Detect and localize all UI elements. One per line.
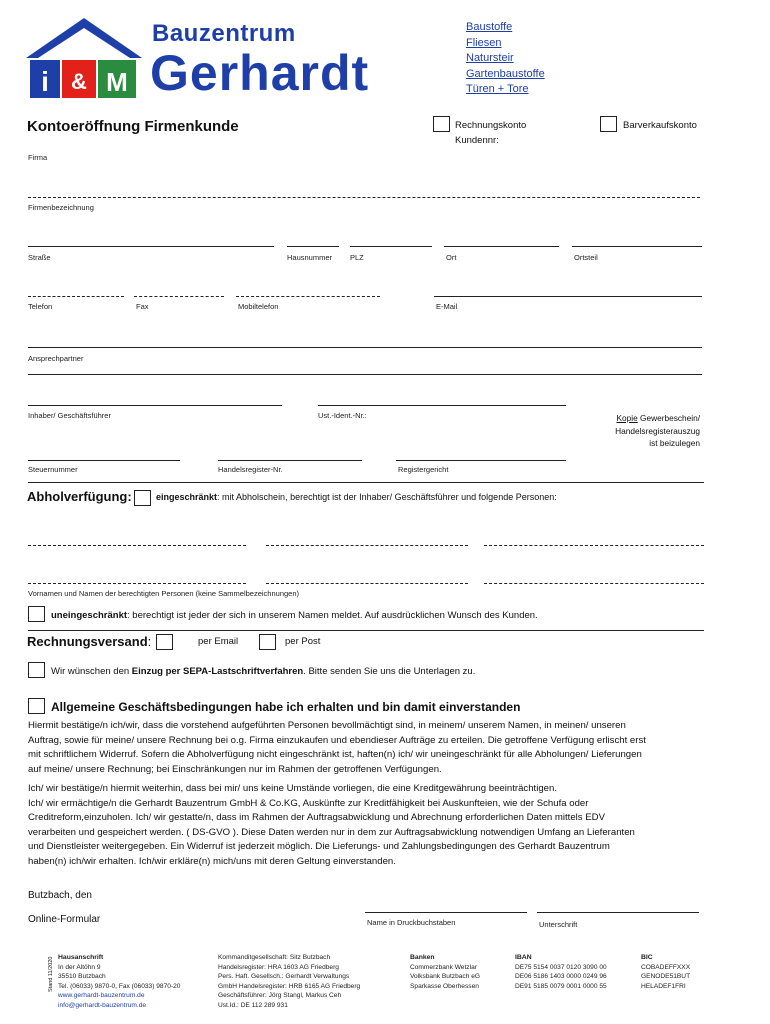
bank-line: Sparkasse Oberhessen [410, 982, 479, 990]
names-label: Vornamen und Namen der berechtigten Personen (keine Sammelbezeichnungen) [28, 589, 299, 598]
agb-line: mit schriftlichem Widerruf. Sofern die Abholverfügung nicht eingeschränkt ist, haften(n) ich/ wir uneingeschränkt für alle Abholungen/ Lieferungen [28, 749, 642, 760]
agb-line: Hiermit bestätige/n ich/wir, dass die vorstehend aufgeführten Personen bevollmächtigt sind, in meinem/ unserem Namen, in meinen/ unseren [28, 720, 626, 731]
person-field-2[interactable] [266, 545, 468, 546]
company-line: Pers. Haft. Gesellsch.: Gerhardt Verwaltungs [218, 973, 350, 980]
category-list [466, 20, 545, 98]
kopie-handelsregister: Handelsregisterauszug [615, 425, 700, 436]
registergericht-field[interactable] [396, 460, 566, 461]
restricted-desc: : mit Abholschein, berechtigt ist der Inhaber/ Geschäftsführer und folgende Personen: [217, 492, 557, 502]
svg-text:i: i [41, 66, 49, 97]
ansprechpartner-extra-field[interactable] [28, 374, 702, 375]
telefon-label: Telefon [28, 302, 53, 311]
firmenbezeichnung-label: Firmenbezeichnung [28, 203, 94, 212]
firmenbezeichnung-field[interactable] [28, 197, 700, 198]
ortsteil-field[interactable] [572, 246, 702, 247]
signature-field[interactable] [537, 912, 699, 913]
agb-line: auf meine/ unsere Rechnung; bei Einschränkungen nur im Rahmen der getroffenen Verfügungen. [28, 763, 442, 775]
agb-line: verarbeiten und gespeichert werden. ( DS-GVO ). Diese Daten werden nur in dem zur Auftragsabwicklung notwendigen Umfang an Lieferanten [28, 826, 635, 838]
section-divider [28, 630, 704, 631]
name-print-field[interactable] [365, 912, 527, 913]
side-stamp: Stand 11/2020 [48, 956, 54, 992]
sepa-checkbox[interactable] [28, 662, 45, 678]
person-field-1[interactable] [28, 545, 246, 546]
person-field-3[interactable] [484, 545, 704, 546]
bic-title: BIC [641, 954, 653, 961]
ust-label: Ust.-Ident.-Nr.: [318, 411, 367, 420]
restricted-bold: eingeschränkt [156, 492, 218, 502]
company-logo [24, 14, 144, 100]
bic-line: HELADEF1FRI [641, 982, 686, 990]
hausnummer-label: Hausnummer [287, 253, 333, 262]
email-label: E-Mail [436, 302, 458, 311]
signature-label: Unterschrift [539, 920, 578, 929]
invoice-email-label: per Email [198, 636, 239, 647]
banks-title: Banken [410, 954, 435, 961]
rechnung-colon: : [147, 634, 152, 649]
website-link[interactable]: www.gerhardt-bauzentrum.de [58, 992, 145, 999]
email-link[interactable]: info@gerhardt-bauzentrum.de [58, 1001, 147, 1009]
handelsregister-field[interactable] [218, 460, 362, 461]
email-field[interactable] [434, 296, 702, 297]
unrestricted-text [51, 610, 538, 621]
agb-title: Allgemeine Geschäftsbedingungen habe ich erhalten und bin damit einverstanden [51, 700, 521, 714]
agb-paragraph-2 [28, 782, 718, 869]
category-item: Türen + Tore [466, 83, 529, 95]
iban-line: DE75 5154 0037 0120 3090 00 [515, 963, 607, 971]
mobil-label: Mobiltelefon [238, 302, 279, 311]
unrestricted-checkbox[interactable] [28, 606, 45, 622]
kopie-note [580, 412, 700, 450]
invoice-post-label: per Post [285, 636, 321, 647]
ort-label: Ort [446, 253, 457, 262]
kopie-gewerbeschein: Gewerbeschein/ [637, 413, 700, 423]
category-item: Fliesen [466, 36, 502, 49]
person-field-6[interactable] [484, 583, 704, 584]
registergericht-label: Registergericht [398, 465, 449, 474]
rechnung-title-text: Rechnungsversand [27, 634, 148, 649]
bic-line: COBADEFFXXX [641, 963, 691, 971]
fax-field[interactable] [134, 296, 224, 297]
footer-banks [410, 953, 480, 991]
iban-line: DE06 5186 1403 0000 0249 96 [515, 973, 607, 980]
agb-paragraph-1 [28, 719, 718, 777]
plz-label: PLZ [350, 253, 364, 262]
page-title: Kontoeröffnung Firmenkunde [27, 118, 239, 135]
fax-label: Fax [136, 302, 149, 311]
unrestricted-bold: uneingeschränkt [51, 610, 128, 621]
ust-field[interactable] [318, 405, 566, 406]
sepa-pre: Wir wünschen den [51, 666, 132, 677]
ansprechpartner-field[interactable] [28, 347, 702, 348]
agb-line: und Dienstleister weitergegeben. Ein Widerruf ist jederzeit möglich. Die Lieferungs- und Zahlungsbedingungen des Gerhardt Bauzentrum [28, 841, 610, 852]
strasse-label: Straße [28, 253, 51, 262]
online-form-label: Online-Formular [28, 914, 101, 925]
agb-line: Ich/ wir bestätige/n hiermit weiterhin, dass bei mir/ uns keine Umstände vorliegen, die eine Kreditgewährung beeinträchtigen. [28, 783, 558, 794]
sepa-post: . Bitte senden Sie uns die Unterlagen zu. [303, 666, 476, 677]
rechnung-title [27, 634, 151, 649]
mobil-field[interactable] [236, 296, 380, 297]
section-divider [28, 482, 704, 483]
address-line: In der Altöhn 9 [58, 963, 101, 971]
brand-main: Gerhardt [150, 45, 370, 101]
kopie-beizulegen: ist beizulegen [649, 438, 700, 448]
category-item: Gartenbaustoffe [466, 67, 545, 80]
footer-company [218, 953, 360, 1010]
hausnummer-field[interactable] [287, 246, 339, 247]
customer-number-label: Kundennr: [455, 135, 499, 146]
footer-iban [515, 953, 607, 991]
agb-line: Auftrag, sowie für meine/ unsere Rechnung bei o.g. Firma einzukaufen und ebendieser Aufträge zu erteilen. Die getroffene Verfügung erlischt erst [28, 734, 646, 746]
inhaber-field[interactable] [28, 405, 282, 406]
agb-line: Creditreform,einzuholen. Ich/ wir gestatte/n, dass im Rahmen der Auftragsabwicklung und Abrechnung erforderlichen Daten mittels EDV [28, 812, 605, 823]
abholung-title: Abholverfügung: [27, 489, 132, 504]
footer-address [58, 953, 180, 1010]
brand-top: Bauzentrum [152, 20, 296, 47]
ansprechpartner-label: Ansprechpartner [28, 354, 84, 363]
ort-field[interactable] [444, 246, 559, 247]
person-field-5[interactable] [266, 583, 468, 584]
bank-line: Commerzbank Wetzlar [410, 963, 477, 971]
handelsregister-label: Handelsregister-Nr. [218, 465, 283, 474]
invoice-post-checkbox[interactable] [259, 634, 276, 650]
person-field-4[interactable] [28, 583, 246, 584]
name-print-label: Name in Druckbuchstaben [367, 918, 456, 927]
iban-title: IBAN [515, 954, 532, 961]
company-line: Ust.Id.: DE 112 289 931 [218, 1001, 288, 1009]
agb-checkbox[interactable] [28, 698, 45, 714]
agb-line: haben(n) ich/wir erhalten. Ich/wir erkläre(n) mich/uns mit deren Geltung einverstanden. [28, 855, 396, 867]
inhaber-label: Inhaber/ Geschäftsführer [28, 411, 111, 420]
cash-account-checkbox[interactable] [600, 116, 617, 132]
iban-line: DE91 5185 0079 0001 0000 55 [515, 982, 607, 990]
svg-text:&: & [71, 69, 87, 94]
company-line: Handelsregister: HRA 1603 AG Friedberg [218, 963, 339, 971]
telefon-field[interactable] [28, 296, 124, 297]
svg-text:M: M [106, 67, 128, 97]
cash-account-label: Barverkaufskonto [623, 120, 697, 131]
company-line: GmbH Handelsregister: HRB 6165 AG Friedberg [218, 982, 361, 990]
bic-line: GENODE51BUT [641, 973, 691, 980]
firma-label: Firma [28, 153, 48, 162]
company-line: Geschäftsführer: Jörg Stangl, Markus Ceh [218, 992, 342, 999]
company-line: Kommanditgesellschaft: Sitz Butzbach [218, 954, 331, 961]
unrestricted-desc: : berechtigt ist jeder der sich in unserem Namen meldet. Auf ausdrücklichen Wunsch des Kunden. [127, 610, 538, 621]
place-date: Butzbach, den [28, 890, 92, 901]
plz-field[interactable] [350, 246, 432, 247]
invoice-email-checkbox[interactable] [156, 634, 173, 650]
steuernummer-label: Steuernummer [28, 465, 78, 474]
address-line: 35510 Butzbach [58, 973, 106, 980]
strasse-field[interactable] [28, 246, 274, 247]
category-item: Baustoffe [466, 21, 513, 33]
restricted-checkbox[interactable] [134, 490, 151, 506]
sepa-text [51, 666, 475, 677]
restricted-text [156, 492, 557, 502]
steuernummer-field[interactable] [28, 460, 180, 461]
invoice-account-label: Rechnungskonto [455, 120, 527, 131]
address-line: Tel. (06033) 9870-0, Fax (06033) 9870-20 [58, 982, 181, 990]
kopie-word: Kopie [616, 413, 638, 423]
ortsteil-label: Ortsteil [574, 253, 598, 262]
bank-line: Volksbank Butzbach eG [410, 973, 481, 980]
footer-bic [641, 953, 690, 991]
address-title: Hausanschrift [58, 954, 104, 961]
sepa-bold: Einzug per SEPA-Lastschriftverfahren [131, 666, 304, 677]
invoice-account-checkbox[interactable] [433, 116, 450, 132]
house-logo-icon [24, 14, 144, 100]
agb-line: Ich/ wir ermächtige/n die Gerhardt Bauzentrum GmbH & Co.KG, Auskünfte zur Kreditfähigkeit bei Auskunfteien, wie der Schufa oder [28, 797, 589, 809]
category-item: Natursteir [466, 52, 514, 64]
